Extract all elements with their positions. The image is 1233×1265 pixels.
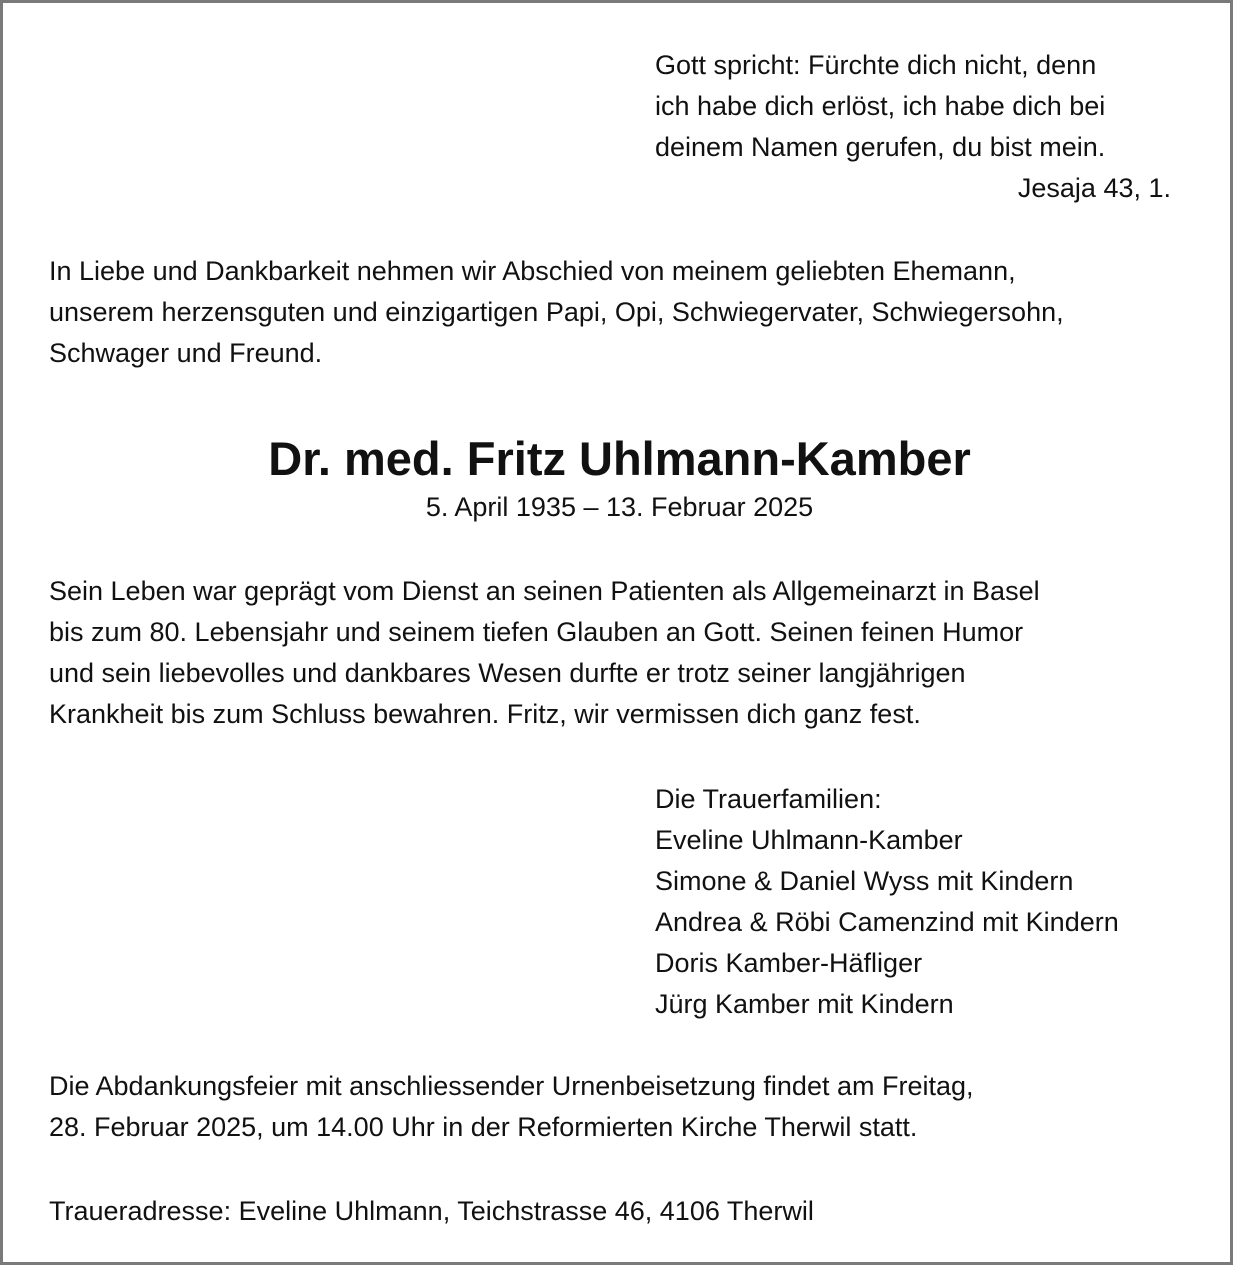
verse-line: ich habe dich erlöst, ich habe dich bei [655, 91, 1106, 121]
verse-reference: Jesaja 43, 1. [1017, 173, 1171, 203]
family-member: Doris Kamber-Häfliger [655, 948, 923, 978]
intro-line: unserem herzensguten und einzigartigen Papi, Opi, Schwiegervater, Schwiegersohn, [49, 297, 1064, 327]
verse-line: Gott spricht: Fürchte dich nicht, denn [655, 50, 1097, 80]
family-member: Simone & Daniel Wyss mit Kindern [655, 866, 1074, 896]
tribute-line: Sein Leben war geprägt vom Dienst an seinen Patienten als Allgemeinarzt in Basel [49, 576, 1040, 606]
ceremony-line: Die Abdankungsfeier mit anschliessender Urnenbeisetzung findet am Freitag, [49, 1071, 974, 1101]
verse-line: deinem Namen gerufen, du bist mein. [655, 132, 1106, 162]
mourning-address [49, 1191, 1209, 1232]
tribute-line: und sein liebevolles und dankbares Wesen durfte er trotz seiner langjährigen [49, 658, 966, 688]
family-member: Andrea & Röbi Camenzind mit Kindern [655, 907, 1119, 937]
deceased-name: Dr. med. Fritz Uhlmann-Kamber [268, 432, 971, 485]
life-dates: 5. April 1935 – 13. Februar 2025 [425, 492, 814, 522]
intro-paragraph [49, 251, 1209, 374]
mourning-families [655, 779, 1215, 1025]
tribute-paragraph [49, 571, 1209, 735]
intro-line: Schwager und Freund. [49, 338, 323, 368]
intro-line: In Liebe und Dankbarkeit nehmen wir Abschied von meinem geliebten Ehemann, [49, 256, 1016, 286]
ceremony-line: 28. Februar 2025, um 14.00 Uhr in der Reformierten Kirche Therwil statt. [49, 1112, 918, 1142]
families-heading: Die Trauerfamilien: [655, 784, 882, 814]
family-member: Eveline Uhlmann-Kamber [655, 825, 963, 855]
address-line: Traueradresse: Eveline Uhlmann, Teichstrasse 46, 4106 Therwil [49, 1196, 814, 1226]
tribute-line: Krankheit bis zum Schluss bewahren. Fritz, wir vermissen dich ganz fest. [49, 699, 921, 729]
family-member: Jürg Kamber mit Kindern [655, 989, 954, 1019]
bible-verse [655, 45, 1185, 209]
ceremony-paragraph [49, 1066, 1209, 1148]
tribute-line: bis zum 80. Lebensjahr und seinem tiefen Glauben an Gott. Seinen feinen Humor [49, 617, 1024, 647]
